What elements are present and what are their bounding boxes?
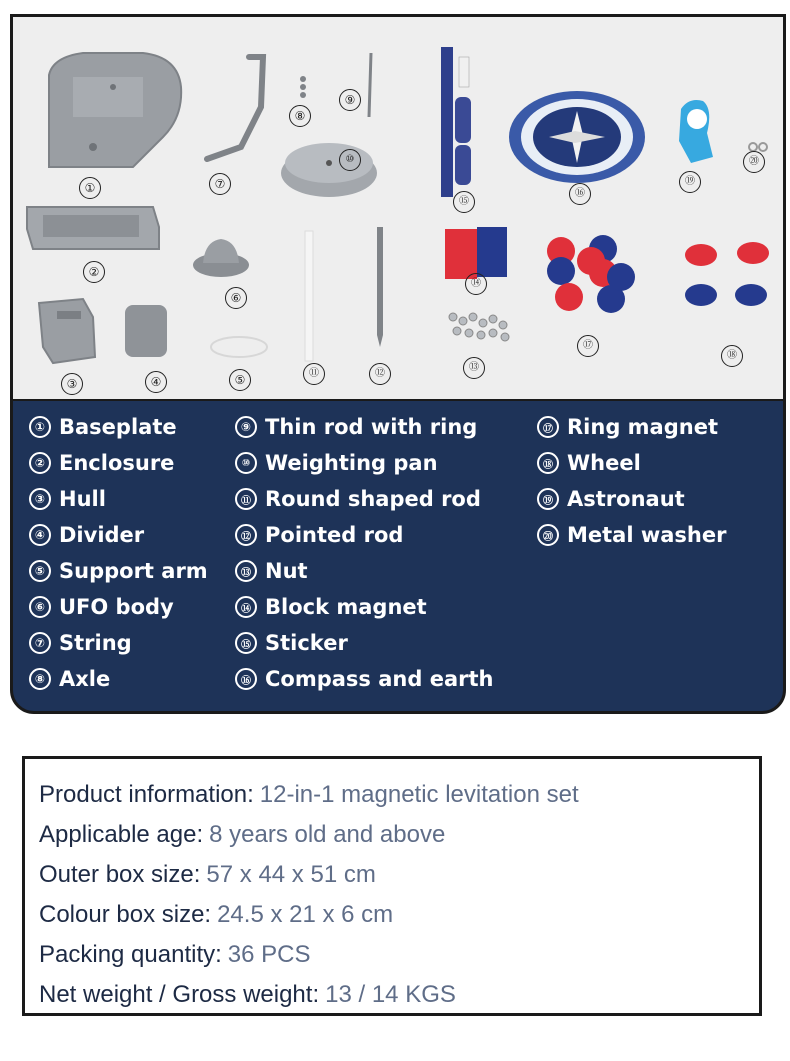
- part-number-2: ②: [83, 261, 105, 283]
- legend-item: [537, 445, 726, 481]
- legend-label: Support arm: [59, 559, 208, 583]
- info-label: Colour box size:: [39, 901, 212, 928]
- part-number-15: ⑮: [453, 191, 475, 213]
- info-value: 36 PCS: [227, 941, 311, 968]
- product-info-box: [22, 756, 762, 1016]
- part-number-1: ①: [79, 177, 101, 199]
- part-number-13: ⑬: [463, 357, 485, 379]
- legend-item: [235, 445, 493, 481]
- legend-number: ⑰: [537, 416, 559, 438]
- pointed-rod-part: [377, 227, 383, 347]
- parts-photo: [13, 17, 783, 401]
- legend-number: ⑩: [235, 452, 257, 474]
- legend-number: ⑦: [29, 632, 51, 654]
- legend-number: ⑪: [235, 488, 257, 510]
- legend-item: [235, 517, 493, 553]
- part-number-9: ⑨: [339, 89, 361, 111]
- legend-label: Enclosure: [59, 451, 175, 475]
- legend-number: ⑬: [235, 560, 257, 582]
- compass-part: [509, 91, 645, 183]
- legend-item: [29, 517, 208, 553]
- legend-label: Hull: [59, 487, 106, 511]
- legend-item: [235, 625, 493, 661]
- legend-label: Nut: [265, 559, 308, 583]
- info-label: Packing quantity:: [39, 941, 222, 968]
- legend-label: Ring magnet: [567, 415, 718, 439]
- nut-part: [449, 313, 509, 341]
- info-value: 8 years old and above: [209, 821, 446, 848]
- info-label: Outer box size:: [39, 861, 201, 888]
- legend-item: [537, 481, 726, 517]
- legend-label: UFO body: [59, 595, 174, 619]
- part-number-10: ⑩: [339, 149, 361, 171]
- legend-column-2: [235, 409, 493, 697]
- part-number-18: ⑱: [721, 345, 743, 367]
- block-magnet-part: [445, 227, 507, 279]
- info-row-product: [39, 775, 759, 815]
- astronaut-part: [679, 100, 713, 163]
- legend-item: [235, 409, 493, 445]
- parts-panel: [10, 14, 786, 714]
- legend-label: Pointed rod: [265, 523, 404, 547]
- legend-number: ⑯: [235, 668, 257, 690]
- legend-label: Round shaped rod: [265, 487, 481, 511]
- legend-column-1: [29, 409, 208, 697]
- part-number-16: ⑯: [569, 183, 591, 205]
- legend-number: ④: [29, 524, 51, 546]
- hull-part: [39, 299, 95, 363]
- legend-column-3: [537, 409, 726, 553]
- parts-illustration: [13, 17, 783, 401]
- legend-label: Axle: [59, 667, 111, 691]
- info-label: Applicable age:: [39, 821, 204, 848]
- legend-item: [235, 553, 493, 589]
- legend-number: ⑳: [537, 524, 559, 546]
- legend-number: ⑥: [29, 596, 51, 618]
- info-value: 13 / 14 KGS: [325, 981, 456, 1008]
- baseplate-part: [49, 53, 181, 167]
- legend-label: Divider: [59, 523, 145, 547]
- legend-number: ⑧: [29, 668, 51, 690]
- part-number-12: ⑫: [369, 363, 391, 385]
- info-value: 57 x 44 x 51 cm: [206, 861, 376, 888]
- thin-rod-part: [369, 53, 371, 117]
- legend-number: ⑫: [235, 524, 257, 546]
- legend-number: ⑨: [235, 416, 257, 438]
- legend-item: [29, 661, 208, 697]
- legend-item: [29, 553, 208, 589]
- part-number-3: ③: [61, 373, 83, 395]
- ring-magnet-part: [547, 235, 635, 313]
- part-number-20: ⑳: [743, 151, 765, 173]
- legend-item: [29, 625, 208, 661]
- support-arm-part: [211, 337, 267, 357]
- legend-label: Metal washer: [567, 523, 727, 547]
- legend-item: [29, 445, 208, 481]
- legend-label: Sticker: [265, 631, 348, 655]
- info-value: 24.5 x 21 x 6 cm: [217, 901, 394, 928]
- round-rod-part: [305, 231, 313, 361]
- legend-label: String: [59, 631, 132, 655]
- enclosure-part: [27, 207, 159, 249]
- part-number-6: ⑥: [225, 287, 247, 309]
- legend-number: ②: [29, 452, 51, 474]
- info-value: 12-in-1 magnetic levitation set: [259, 781, 579, 808]
- part-number-8: ⑧: [289, 105, 311, 127]
- legend-label: Thin rod with ring: [265, 415, 478, 439]
- part-number-17: ⑰: [577, 335, 599, 357]
- info-label: Net weight / Gross weight:: [39, 981, 320, 1008]
- legend-number: ⑮: [235, 632, 257, 654]
- legend-number: ①: [29, 416, 51, 438]
- info-label: Product information:: [39, 781, 254, 808]
- legend-number: ③: [29, 488, 51, 510]
- legend-label: Astronaut: [567, 487, 685, 511]
- divider-part: [125, 305, 167, 357]
- part-number-11: ⑪: [303, 363, 325, 385]
- weighting-pan-part: [281, 143, 377, 197]
- washer-part: [749, 143, 767, 151]
- info-row-packing: [39, 935, 759, 975]
- legend-label: Block magnet: [265, 595, 427, 619]
- legend-label: Baseplate: [59, 415, 177, 439]
- string-part: [207, 57, 263, 159]
- legend-item: [29, 589, 208, 625]
- wheel-part: [685, 242, 769, 306]
- legend-item: [29, 481, 208, 517]
- legend-number: ⑲: [537, 488, 559, 510]
- part-number-5: ⑤: [229, 369, 251, 391]
- part-number-19: ⑲: [679, 171, 701, 193]
- legend-item: [537, 409, 726, 445]
- legend-item: [537, 517, 726, 553]
- info-row-weight: [39, 975, 759, 1015]
- axle-part: [300, 76, 306, 98]
- legend-item: [235, 589, 493, 625]
- legend-item: [29, 409, 208, 445]
- info-row-colour-box: [39, 895, 759, 935]
- info-row-outer-box: [39, 855, 759, 895]
- sticker-part: [441, 47, 471, 197]
- ufo-body-part: [193, 239, 249, 277]
- legend-label: Weighting pan: [265, 451, 438, 475]
- legend-label: Wheel: [567, 451, 641, 475]
- part-number-4: ④: [145, 371, 167, 393]
- legend-number: ⑭: [235, 596, 257, 618]
- legend-number: ⑤: [29, 560, 51, 582]
- info-row-age: [39, 815, 759, 855]
- legend-item: [235, 481, 493, 517]
- part-number-14: ⑭: [465, 273, 487, 295]
- legend-item: [235, 661, 493, 697]
- part-number-7: ⑦: [209, 173, 231, 195]
- legend-label: Compass and earth: [265, 667, 494, 691]
- legend-number: ⑱: [537, 452, 559, 474]
